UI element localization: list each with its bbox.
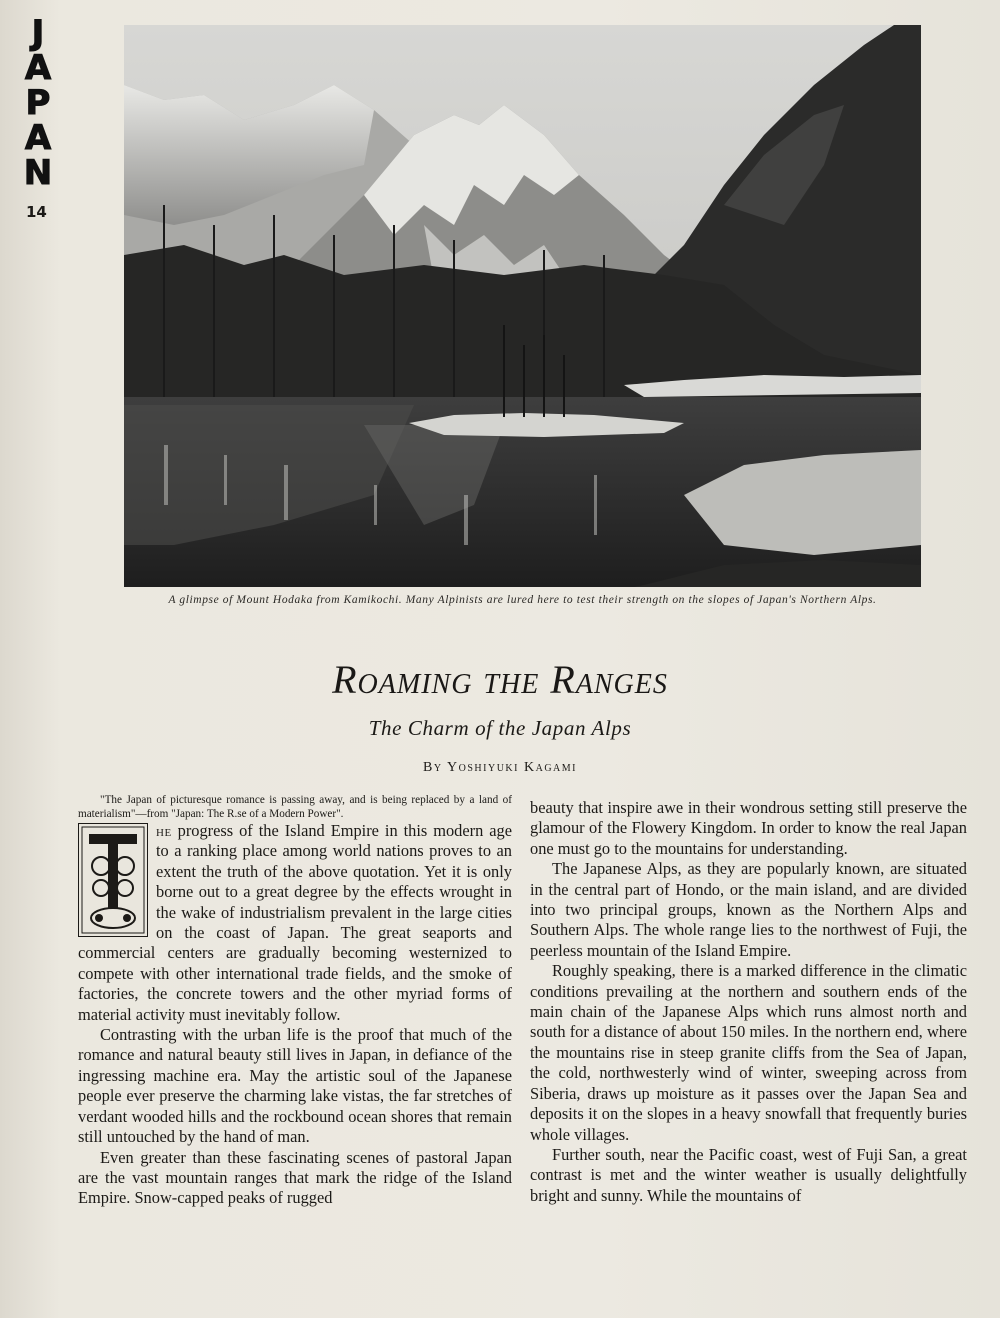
paragraph-3: Even greater than these fascinating scenes of pastoral Japan are the vast mountain ranges that mark the ridge of the Island Empire. Snow-capped peaks of rugged — [78, 1147, 512, 1208]
article-subtitle: The Charm of the Japan Alps — [368, 716, 632, 740]
paragraph-1-text: progress of the Island Empire in this modern age to a ranking place among world nations proves to an extent the truth of the above quotation. Yet it is only borne out to a great degree by the effects wrought in the wake of industrialism prevalent in the large cities on the coast of Japan. The great seaports and commercial centers are gradually becoming westernized to compete with other international trade fields, and the smoke of factories, the concrete towers and the other myriad forms of material activity must inevitably follow. — [78, 821, 512, 1024]
paragraph-3-continued: beauty that inspire awe in their wondrous setting still preserve the glamour of the Flowery Kingdom. In order to know the real Japan one must go to the mountains for understanding. — [530, 798, 967, 858]
page-number: 14 — [26, 203, 47, 221]
masthead-letter: A — [24, 118, 52, 158]
masthead-letter: N — [23, 153, 53, 193]
masthead-letter: J — [31, 13, 45, 53]
paragraph-5: Roughly speaking, there is a marked difference in the climatic conditions prevailing at the northern and southern ends of the main chain of the Japanese Alps which runs almost north and south for a distance of about 150 miles. In the northern end, where the mountains rise in steep granite cliffs from the Sea of Japan, the cold, northwesterly wind of winter, sweeping across from Siberia, draws up moisture as it passes over the Japan Sea and deposits it on the slopes in a heavy snowfall that frequently buries whole villages. — [530, 961, 967, 1144]
paragraph-lead: he — [156, 821, 172, 840]
masthead-letter: P — [25, 83, 51, 123]
paragraph-6: Further south, near the Pacific coast, west of Fuji San, a great contrast is met and the winter weather is usually delightfully bright and sunny. While the mountains of — [530, 1144, 967, 1205]
masthead-letter: A — [24, 48, 52, 88]
epigraph: "The Japan of picturesque romance is passing away, and is being replaced by a land of materialism"—from "Japan: The R.se of a Modern Power". — [78, 794, 512, 820]
article-title: Roaming the Ranges — [332, 657, 668, 702]
dropcap-ornament-icon — [79, 824, 147, 936]
article-column-right — [530, 798, 967, 1206]
paragraph-2: Contrasting with the urban life is the proof that much of the romance and natural beauty still lives in Japan, in defiance of the ingressing machine era. May the artistic soul of the Japanese people ever preserve the charming lake vistas, the far stretches of verdant wooded hills and the rockbound ocean shores that remain still untouched by the hand of man. — [78, 1025, 512, 1147]
mountain-photo-icon — [124, 25, 921, 587]
article-column-left — [78, 794, 512, 1209]
masthead-japan — [18, 13, 58, 193]
dropcap-ornament — [78, 823, 148, 937]
dropcap-letter: T — [113, 844, 114, 845]
paragraph-4: The Japanese Alps, as they are popularly known, are situated in the central part of Hondo, or the main island, and are divided into two principal groups, known as the Northern Alps and Southern Alps. The whole range lies to the northwest of Fuji, the peerless mountain of the Island Empire. — [530, 859, 967, 960]
paragraph-1 — [78, 821, 512, 1025]
article-byline: By Yoshiyuki Kagami — [423, 760, 577, 775]
photo-caption: A glimpse of Mount Hodaka from Kamikochi. Many Alpinists are lured here to test their strength on the slopes of Japan's Northern Alps. — [168, 594, 877, 606]
mountain-lake-photo — [124, 25, 921, 587]
